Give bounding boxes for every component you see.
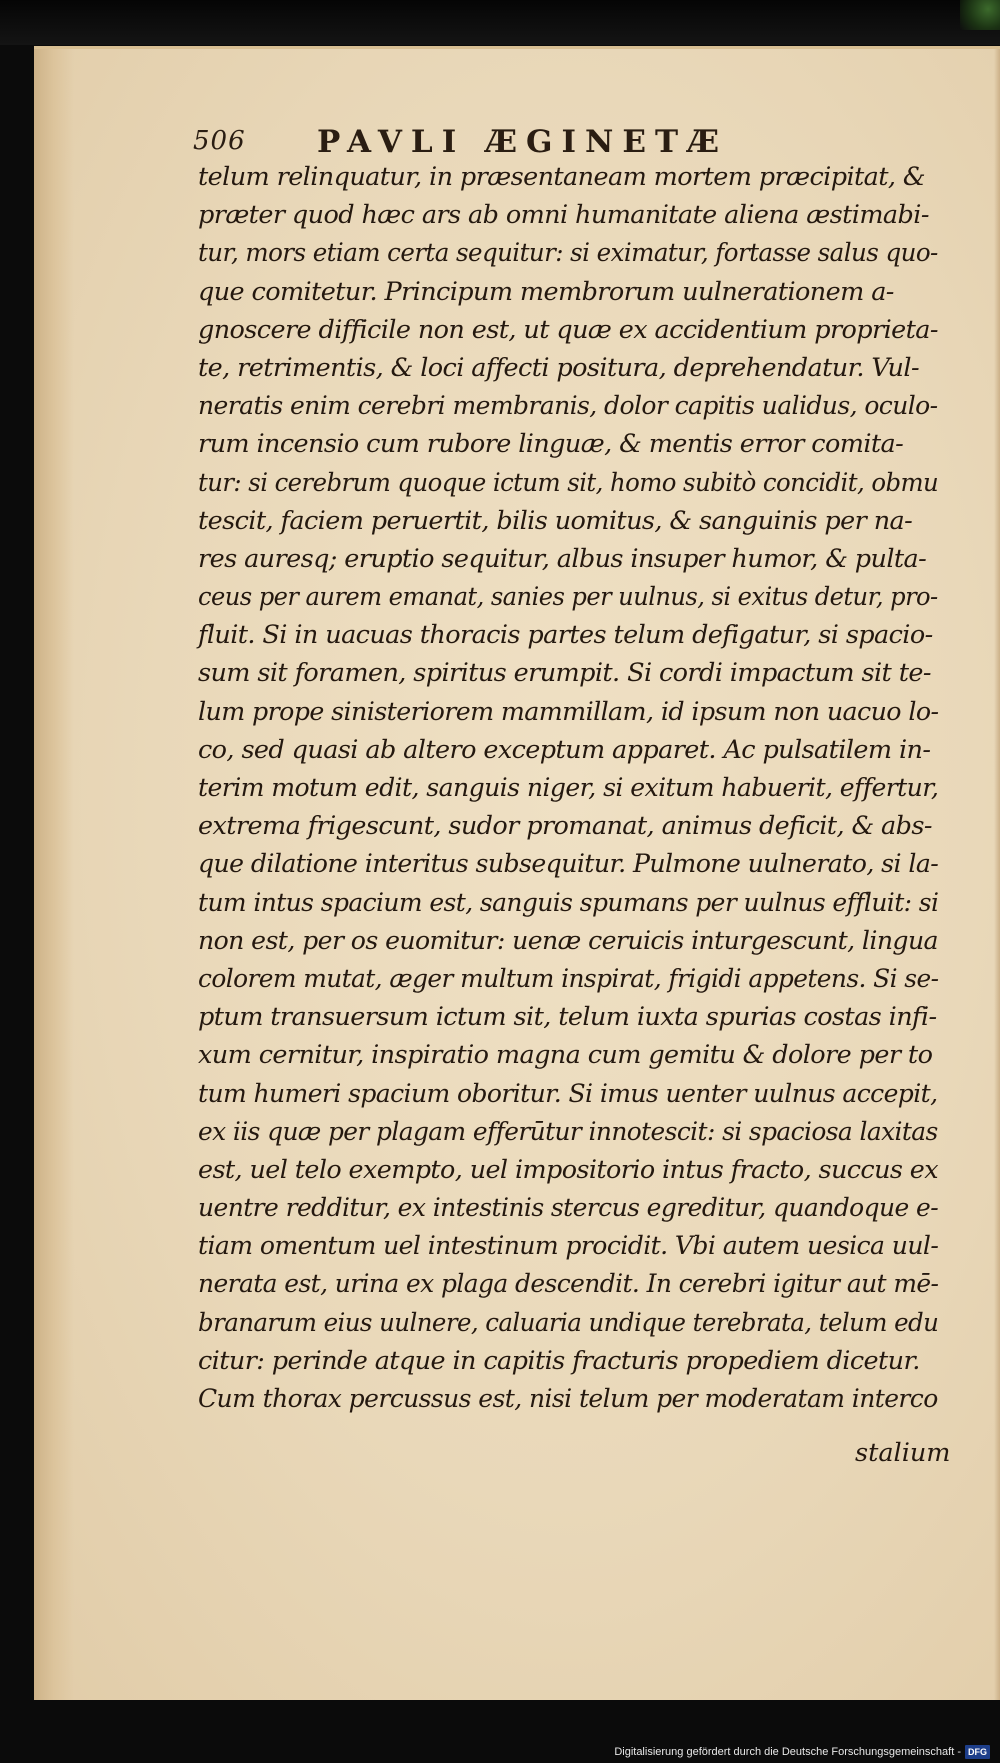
text-line: telum relinquatur, in præsentaneam mortem præcipitat, & <box>198 162 926 192</box>
page-fore-edge <box>994 49 1000 1703</box>
text-line: gnoscere difficile non est, ut quæ ex accidentium proprieta- <box>198 314 938 345</box>
text-line: ptum transuersum ictum sit, telum iuxta spurias costas infi- <box>198 1002 937 1033</box>
text-line: que comitetur. Principum membrorum uulnerationem a- <box>198 276 894 307</box>
digitization-credit <box>614 1745 990 1759</box>
running-title: PAVLI ÆGINETÆ <box>317 124 729 160</box>
scan-top-edge <box>0 0 1000 45</box>
text-line: te, retrimentis, & loci affecti positura, deprehendatur. Vul- <box>198 352 919 383</box>
text-line: xum cernitur, inspiratio magna cum gemitu & dolore per to <box>198 1040 933 1071</box>
text-line: ex iis quæ per plagam efferūtur innotescit: si spaciosa laxitas <box>198 1116 938 1147</box>
page-gutter-shadow <box>34 49 74 1703</box>
text-line: uentre redditur, ex intestinis stercus egreditur, quandoque e- <box>198 1193 939 1224</box>
text-line: præter quod hæc ars ab omni humanitate aliena æstimabi- <box>198 200 929 231</box>
text-line: non est, per os euomitur: uenæ ceruicis inturgescunt, lingua <box>198 925 938 956</box>
text-line: tescit, faciem peruertit, bilis uomitus, & sanguinis per na- <box>198 505 913 536</box>
text-line: extrema frigescunt, sudor promanat, animus deficit, & abs- <box>198 811 932 842</box>
color-calibration-corner <box>960 0 1000 30</box>
text-line: nerata est, urina ex plaga descendit. In cerebri igitur aut mē- <box>198 1269 939 1300</box>
text-line: fluit. Si in uacuas thoracis partes telum defigatur, si spacio- <box>198 620 933 651</box>
footer-strip <box>0 1700 1000 1763</box>
text-line: tum intus spacium est, sanguis spumans per uulnus effluit: si <box>198 887 939 918</box>
text-line: Cum thorax percussus est, nisi telum per moderatam interco <box>198 1384 938 1414</box>
text-line: res auresq; eruptio sequitur, albus insuper humor, & pulta- <box>198 543 927 574</box>
text-line: branarum eius uulnere, caluaria undique terebrata, telum edu <box>198 1307 939 1338</box>
catchword: stalium <box>855 1438 951 1468</box>
text-line: neratis enim cerebri membranis, dolor capitis ualidus, oculo- <box>198 391 938 422</box>
text-line: tum humeri spacium oboritur. Si imus uenter uulnus accepit, <box>198 1078 938 1109</box>
text-line: rum incensio cum rubore linguæ, & mentis error comita- <box>198 429 904 460</box>
page-number: 506 <box>193 126 246 156</box>
text-line: lum prope sinisteriorem mammillam, id ipsum non uacuo lo- <box>198 696 939 727</box>
text-line: ceus per aurem emanat, sanies per uulnus, si exitus detur, pro- <box>198 582 938 613</box>
text-line: tur: si cerebrum quoque ictum sit, homo subitò concidit, obmu <box>198 467 939 498</box>
text-line: que dilatione interitus subsequitur. Pulmone uulnerato, si la- <box>198 849 939 880</box>
text-line: est, uel telo exempto, uel impositorio intus fracto, succus ex <box>198 1154 938 1185</box>
text-line: colorem mutat, æger multum inspirat, frigidi appetens. Si se- <box>198 963 939 994</box>
text-line: co, sed quasi ab altero exceptum apparet. Ac pulsatilem in- <box>198 734 931 765</box>
dfg-logo-icon: DFG <box>965 1745 990 1759</box>
text-line: tur, mors etiam certa sequitur: si eximatur, fortasse salus quo- <box>198 238 938 269</box>
credit-text: Digitalisierung gefördert durch die Deutsche Forschungsgemeinschaft - <box>614 1746 961 1758</box>
body-text <box>198 158 938 1418</box>
text-line: terim motum edit, sanguis niger, si exitum habuerit, effertur, <box>198 773 939 803</box>
text-line: tiam omentum uel intestinum procidit. Vbi autem uesica uul- <box>198 1231 939 1262</box>
text-line: sum sit foramen, spiritus erumpit. Si cordi impactum sit te- <box>198 658 931 689</box>
text-line: citur: perinde atque in capitis fracturis propediem dicetur. <box>198 1345 920 1376</box>
